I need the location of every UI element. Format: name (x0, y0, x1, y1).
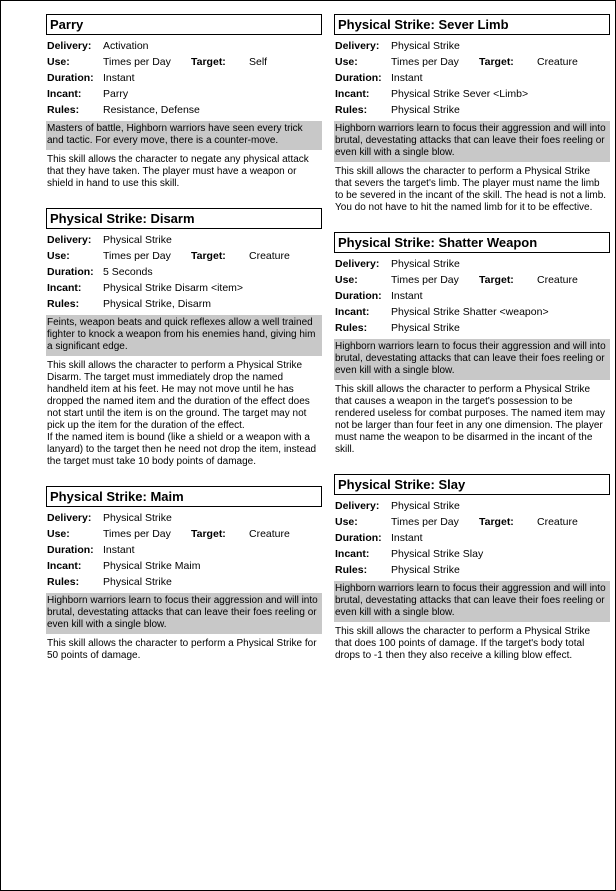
field-row-delivery (334, 38, 610, 54)
skill-title: Physical Strike: Sever Limb (334, 14, 610, 35)
skill-title: Physical Strike: Slay (334, 474, 610, 495)
skill-card-physical-strike-sever-limb (334, 14, 610, 214)
incant-label: Incant: (47, 560, 82, 572)
skill-card-physical-strike-disarm (46, 208, 322, 468)
field-row-delivery (46, 510, 322, 526)
skill-title: Physical Strike: Disarm (46, 208, 322, 229)
field-row-duration (46, 70, 322, 86)
field-row-delivery (46, 232, 322, 248)
target-label: Target: (479, 274, 514, 286)
field-row-use (334, 272, 610, 288)
use-label: Use: (335, 516, 358, 528)
field-row-duration (334, 530, 610, 546)
delivery-value: Physical Strike (391, 40, 460, 52)
skill-title: Physical Strike: Maim (46, 486, 322, 507)
use-label: Use: (335, 56, 358, 68)
rules-label: Rules: (47, 576, 80, 588)
duration-label: Duration: (47, 544, 94, 556)
use-value: Times per Day (103, 250, 171, 262)
duration-value: Instant (391, 72, 423, 84)
target-value: Creature (537, 56, 578, 68)
field-row-rules (334, 320, 610, 336)
field-row-incant (334, 304, 610, 320)
field-row-delivery (46, 38, 322, 54)
delivery-value: Physical Strike (391, 500, 460, 512)
delivery-label: Delivery: (335, 500, 380, 512)
rules-value: Physical Strike (391, 564, 460, 576)
field-row-rules (46, 296, 322, 312)
target-value: Creature (537, 274, 578, 286)
field-row-delivery (334, 256, 610, 272)
duration-label: Duration: (335, 72, 382, 84)
field-row-use (334, 54, 610, 70)
use-value: Times per Day (391, 516, 459, 528)
rules-value: Physical Strike, Disarm (103, 298, 211, 310)
skill-card-physical-strike-slay (334, 474, 610, 662)
incant-label: Incant: (335, 88, 370, 100)
delivery-label: Delivery: (335, 40, 380, 52)
delivery-label: Delivery: (47, 40, 92, 52)
duration-value: Instant (103, 72, 135, 84)
skill-card-parry (46, 14, 322, 190)
rules-value: Resistance, Defense (103, 104, 200, 116)
rules-label: Rules: (335, 322, 368, 334)
description-text: This skill allows the character to perform a Physical Strike that causes a weapon in the target's possession to be rendered useless for combat purposes. The named item may not be larger than four feet in any one dimension. The player must name the weapon to be disarmed in the incant of the skill. (335, 384, 605, 455)
description-text: This skill allows the character to perform a Physical Strike that does 100 points of damage. If the target's body total drops to -1 then they also receive a killing blow effect. (335, 626, 591, 661)
skill-card-physical-strike-shatter-weapon (334, 232, 610, 456)
delivery-label: Delivery: (47, 512, 92, 524)
flavor-text: Masters of battle, Highborn warriors have seen every trick and tactic. For every move, there is a counter-move. (46, 121, 322, 150)
incant-value: Physical Strike Disarm <item> (103, 282, 244, 294)
field-row-use (46, 248, 322, 264)
use-value: Times per Day (103, 528, 171, 540)
duration-label: Duration: (335, 290, 382, 302)
target-value: Creature (537, 516, 578, 528)
target-label: Target: (191, 56, 226, 68)
description-text: This skill allows the character to perform a Physical Strike for 50 points of damage. (47, 638, 317, 661)
rules-label: Rules: (335, 564, 368, 576)
use-value: Times per Day (391, 56, 459, 68)
flavor-text: Highborn warriors learn to focus their aggression and will into brutal, devestating attacks that can leave their foes reeling or even kill with a single blow. (334, 121, 610, 162)
flavor-text: Feints, weapon beats and quick reflexes allow a well trained fighter to knock a weapon from his enemies hand, giving him a significant edge. (46, 315, 322, 356)
field-row-incant (334, 546, 610, 562)
use-label: Use: (47, 250, 70, 262)
incant-value: Parry (103, 88, 129, 100)
field-row-use (46, 526, 322, 542)
target-label: Target: (479, 516, 514, 528)
target-value: Self (249, 56, 268, 68)
use-label: Use: (47, 56, 70, 68)
target-label: Target: (191, 528, 226, 540)
description-text: This skill allows the character to perform a Physical Strike Disarm. The target must immediately drop the named handheld item at his feet. He may not move until he has dropped the named item and the duration of the effect does not start until the item is on the ground. The target may not pick up the item for the duration of the effect. If the named item is bound (like a shield or a weapon with a lanyard) to the target then he need not drop the item, instead the target must take 10 body points of damage. (47, 360, 317, 467)
field-row-duration (46, 542, 322, 558)
flavor-text: Highborn warriors learn to focus their aggression and will into brutal, devestating attacks that can leave their foes reeling or even kill with a single blow. (46, 593, 322, 634)
duration-value: Instant (103, 544, 135, 556)
incant-label: Incant: (47, 88, 82, 100)
target-value: Creature (249, 250, 290, 262)
target-label: Target: (479, 56, 514, 68)
incant-value: Physical Strike Sever <Limb> (391, 88, 529, 100)
right-column (334, 14, 610, 680)
rules-value: Physical Strike (391, 104, 460, 116)
field-row-use (46, 54, 322, 70)
field-row-duration (334, 70, 610, 86)
field-row-incant (46, 558, 322, 574)
rules-label: Rules: (47, 104, 80, 116)
flavor-text: Highborn warriors learn to focus their aggression and will into brutal, devestating attacks that can leave their foes reeling or even kill with a single blow. (334, 581, 610, 622)
delivery-label: Delivery: (335, 258, 380, 270)
flavor-text: Highborn warriors learn to focus their aggression and will into brutal, devestating attacks that can leave their foes reeling or even kill with a single blow. (334, 339, 610, 380)
duration-label: Duration: (335, 532, 382, 544)
field-row-rules (46, 574, 322, 590)
description-text: This skill allows the character to perform a Physical Strike that severs the target's limb. The player must name the limb to be severed in the incant of the skill. The head is not a limb. You do not have to hit the named limb for it to be effective. (335, 166, 607, 213)
delivery-value: Physical Strike (103, 512, 172, 524)
incant-label: Incant: (335, 548, 370, 560)
field-row-incant (46, 280, 322, 296)
rules-label: Rules: (335, 104, 368, 116)
use-value: Times per Day (391, 274, 459, 286)
field-row-delivery (334, 498, 610, 514)
duration-value: Instant (391, 532, 423, 544)
incant-label: Incant: (47, 282, 82, 294)
skill-card-physical-strike-maim (46, 486, 322, 662)
delivery-label: Delivery: (47, 234, 92, 246)
target-label: Target: (191, 250, 226, 262)
incant-value: Physical Strike Shatter <weapon> (391, 306, 549, 318)
duration-value: 5 Seconds (103, 266, 153, 278)
delivery-value: Physical Strike (391, 258, 460, 270)
field-row-rules (46, 102, 322, 118)
target-value: Creature (249, 528, 290, 540)
left-column (46, 14, 322, 680)
incant-label: Incant: (335, 306, 370, 318)
description-text: This skill allows the character to negate any physical attack that they have taken. The player must have a weapon or shield in hand to use this skill. (47, 154, 309, 189)
field-row-use (334, 514, 610, 530)
incant-value: Physical Strike Slay (391, 548, 484, 560)
use-value: Times per Day (103, 56, 171, 68)
use-label: Use: (335, 274, 358, 286)
field-row-incant (46, 86, 322, 102)
delivery-value: Physical Strike (103, 234, 172, 246)
field-row-duration (334, 288, 610, 304)
skill-title: Physical Strike: Shatter Weapon (334, 232, 610, 253)
duration-label: Duration: (47, 266, 94, 278)
duration-value: Instant (391, 290, 423, 302)
duration-label: Duration: (47, 72, 94, 84)
rules-label: Rules: (47, 298, 80, 310)
skill-title: Parry (46, 14, 322, 35)
rules-value: Physical Strike (103, 576, 172, 588)
field-row-rules (334, 562, 610, 578)
rules-value: Physical Strike (391, 322, 460, 334)
field-row-incant (334, 86, 610, 102)
field-row-rules (334, 102, 610, 118)
incant-value: Physical Strike Maim (103, 560, 201, 572)
use-label: Use: (47, 528, 70, 540)
field-row-duration (46, 264, 322, 280)
delivery-value: Activation (103, 40, 149, 52)
